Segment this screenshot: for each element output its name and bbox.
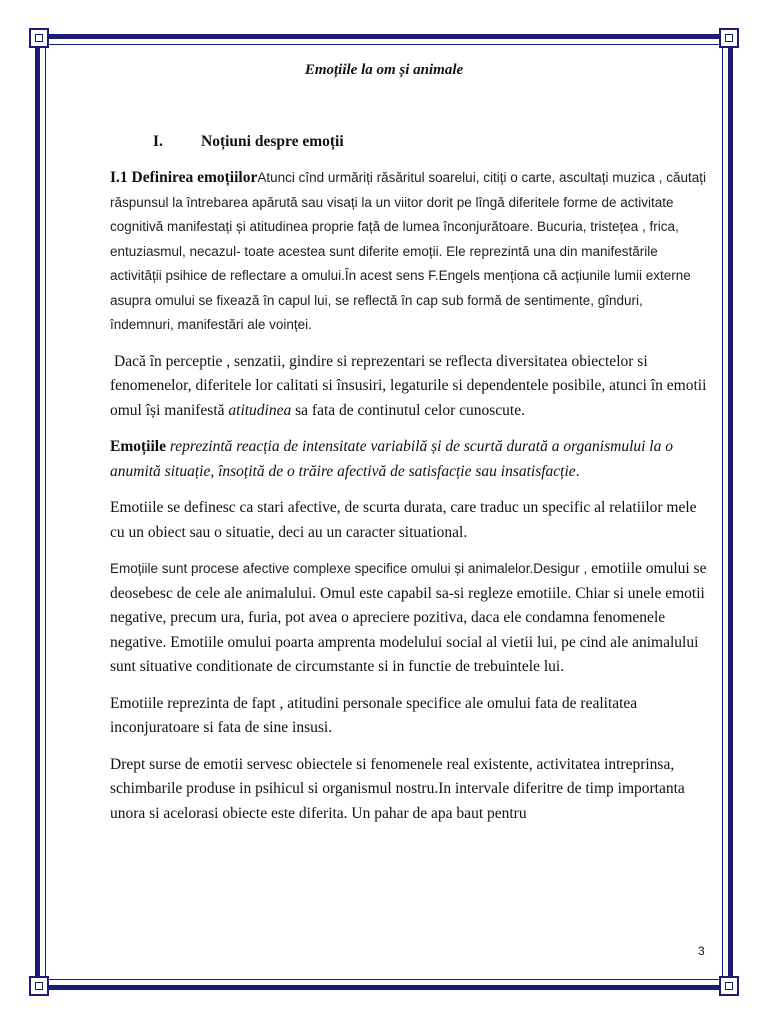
definition-italic: reprezintă reacția de intensitate variabilă și de scurtă durată a organismului la o anumită situație, însoțită de o trăire afectivă de satisfacție sau insatisfacție — [110, 438, 673, 480]
corner-ornament — [29, 976, 49, 996]
paragraph — [110, 435, 710, 484]
paragraph: Emotiile se definesc ca stari afective, de scurta durata, care traduc un specific al relatiilor mele cu un obiect sau o situatie, deci au un caracter situational. — [110, 499, 697, 541]
section-label: Noțiuni despre emoții — [201, 133, 344, 150]
paragraph-text: Emoțiile sunt procese afective complexe specifice omului și animalelor.Desigur , — [110, 561, 588, 576]
term-bold: Emoțiile — [110, 438, 166, 455]
paragraph-end: . — [575, 462, 580, 480]
paragraph: Emotiile reprezinta de fapt , atitudini personale specifice ale omului fata de realitatea inconjuratoare si fata de sine insusi. — [110, 694, 638, 736]
emphasis-text: atitudinea — [228, 401, 292, 419]
paragraph-text: Dacă în perceptie , senzatii, gindire si reprezentari se reflecta diversitatea obiectelor si fenomenelor, diferitele lor calitati si însusiri, legaturile si dependentele posibile, atunci în emotii omul își manifestă — [110, 352, 707, 419]
document-title: Emoțiile la om și animale — [304, 62, 464, 78]
corner-ornament — [29, 28, 49, 48]
section-heading — [153, 133, 344, 151]
paragraph — [110, 350, 710, 424]
paragraph-text: sa fata de continutul celor cunoscute. — [295, 401, 525, 419]
body-text — [110, 166, 710, 838]
section-number: I. — [153, 133, 163, 150]
paragraph-text: emotiile omului se deosebesc de cele ale animalului. Omul este capabil sa-si regleze emotiile. Chiar si unele emotii negative, precum ura, furia, pot avea o apreciere pozitiva, daca ele condamna fenomenele negative. Emotiile omului poarta amprenta modelului social al vietii lui, pe cind ale animalului sunt situative conditionate de circumstante si in functie de trebuintele lui. — [110, 560, 707, 675]
paragraph — [110, 166, 710, 338]
corner-ornament — [719, 28, 739, 48]
paragraph — [110, 557, 710, 680]
paragraph-text: Atunci cînd urmăriți răsăritul soarelui, citiți o carte, ascultați muzica , căutați răspunsul la întrebarea apărută sau visați la un viitor dorit pe lîngă diferitele forme de activitate cognitivă manifestați și atitudinea proprie față de lumea înconjurătoare. Bucuria, tristețea , frica, entuziasmul, necazul- toate acestea sunt diferite emoții. Ele reprezintă una din manifestările activității psihice de reflectare a omului.În acest sens F.Engels menționa că acțiunile lumii externe asupra omului se fixează în capul lui, se reflectă în cap sub formă de sentimente, gînduri, îndemnuri, manifestări ale voinței. — [110, 170, 707, 332]
corner-ornament — [719, 976, 739, 996]
page-number: 3 — [698, 944, 705, 958]
subsection-heading: I.1 Definirea emoțiilor — [110, 169, 258, 186]
paragraph: Drept surse de emotii servesc obiectele si fenomenele real existente, activitatea intreprinsa, schimbarile produse in psihicul si organismul nostru.In intervale diferitre de timp importanta unora si acelorasi obiecte este diferita. Un pahar de apa baut pentru — [110, 755, 685, 822]
